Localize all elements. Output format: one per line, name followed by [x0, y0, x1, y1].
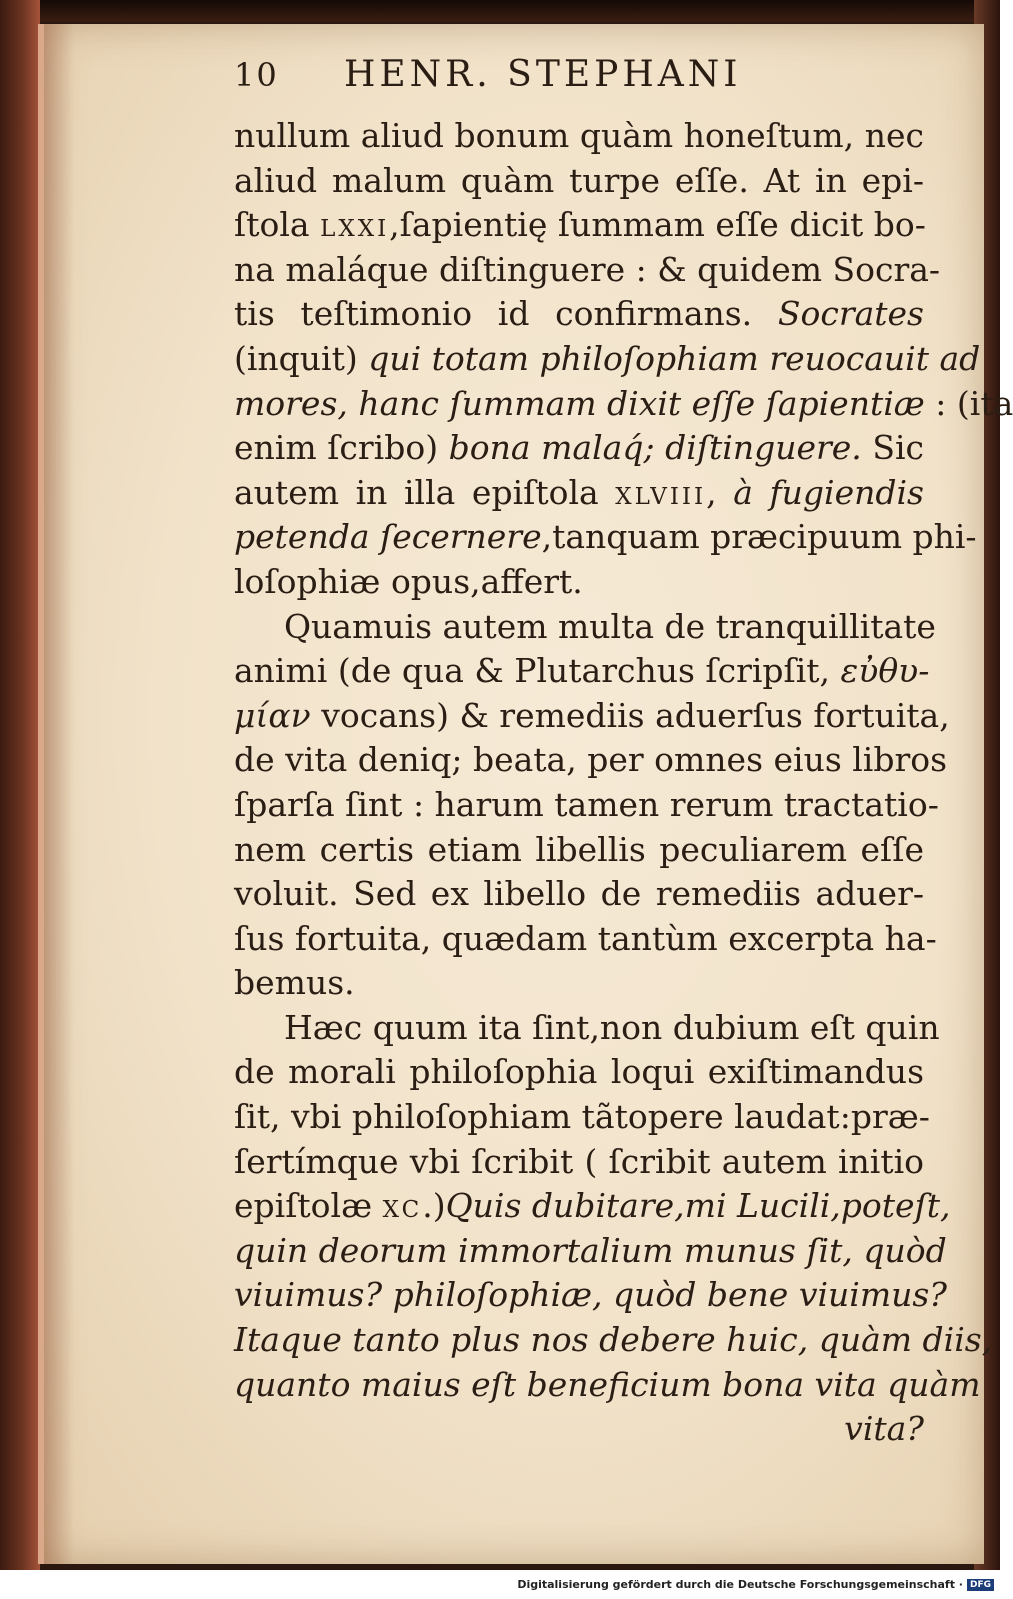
- page-number: 10: [234, 56, 279, 94]
- text-span: enim ſcribo): [234, 428, 449, 468]
- italic-span: Quis dubitare,mi Lucili,poteſt,: [445, 1186, 951, 1226]
- footer-credit: Digitalisierung gefördert durch die Deutsche Forschungsgemeinschaft ·: [517, 1578, 963, 1591]
- text-span: ſparſa ſint : harum tamen rerum tractatio-: [234, 784, 939, 824]
- text-line: [234, 1140, 924, 1185]
- text-span: ſit, vbi philoſophiam tãtopere laudat:præ-: [234, 1097, 930, 1137]
- italic-span: petenda ſecernere: [234, 517, 542, 557]
- text-block: [234, 54, 1013, 1452]
- text-span: (inquit): [234, 338, 369, 378]
- text-span: loſophiæ opus,affert.: [234, 561, 583, 601]
- text-span: : (ita: [924, 383, 1013, 423]
- book-cover-left-edge: [0, 0, 40, 1570]
- text-line: [234, 1273, 947, 1318]
- text-span: vocans) & remediis aduerſus fortuita,: [310, 695, 950, 735]
- text-span: nullum aliud bonum quàm honeſtum, nec: [234, 116, 924, 155]
- italic-span: viuimus? philoſophiæ, quòd bene viuimus?: [234, 1275, 947, 1315]
- text-line: [234, 337, 981, 382]
- text-span: Hæc quum ita ſint,non dubium eſt quin: [284, 1007, 940, 1047]
- text-line: [234, 292, 924, 337]
- italic-span: εὐθυ-: [840, 651, 930, 691]
- numeral-span: xc: [382, 1186, 423, 1226]
- text-line: [234, 248, 941, 293]
- text-span: ,tanquam præcipuum phi-: [541, 517, 977, 557]
- text-line: [234, 1184, 951, 1229]
- text-line: [234, 605, 936, 650]
- text-span: voluit. Sed ex libello de remediis aduer-: [234, 874, 924, 914]
- text-line: [234, 159, 924, 204]
- numeral-span: lxxi: [320, 205, 390, 245]
- text-span: ſertímque vbi ſcribit ( ſcribit autem initio: [234, 1141, 924, 1181]
- book-page: [38, 24, 1013, 1564]
- text-line: [234, 203, 924, 248]
- italic-span: Itaque tanto plus nos debere huic, quàm diis,: [234, 1320, 993, 1360]
- text-line: [234, 1407, 924, 1452]
- text-span: autem in illa epiſtola: [234, 472, 616, 512]
- italic-span: μίαν: [234, 695, 311, 735]
- text-span: de vita deniq; beata, per omnes eius libros: [234, 740, 948, 780]
- gutter-shadow: [44, 24, 74, 1564]
- text-line: [234, 114, 924, 159]
- text-line: [234, 738, 948, 783]
- italic-span: vita?: [844, 1409, 924, 1449]
- text-span: na maláque diſtinguere : & quidem Socra-: [234, 249, 941, 289]
- dfg-logo: DFG: [967, 1579, 994, 1591]
- text-span: ,ſapientię ſummam eſſe dicit bo-: [389, 205, 926, 245]
- text-span: de morali philoſophia loqui exiſtimandus: [234, 1052, 924, 1092]
- text-line: [234, 1006, 940, 1051]
- text-line: [234, 426, 924, 471]
- text-span: .): [422, 1186, 446, 1226]
- text-span: ſus fortuita, quædam tantùm excerpta ha-: [234, 918, 937, 958]
- text-line: [234, 515, 977, 560]
- text-span: Sic: [861, 428, 925, 468]
- body-text: [234, 114, 1013, 1452]
- text-span: tis teſtimonio id confirmans.: [234, 294, 778, 334]
- text-line: [234, 560, 924, 605]
- italic-span: quin deorum immortalium munus ſit, quòd: [234, 1230, 947, 1270]
- text-line: [234, 1095, 930, 1140]
- text-line: [234, 382, 1013, 427]
- italic-span: Socrates: [777, 294, 924, 334]
- text-line: [234, 828, 924, 873]
- text-span: aliud malum quàm turpe eſſe. At in epi-: [234, 160, 924, 200]
- text-span: bemus.: [234, 963, 355, 1003]
- text-line: [234, 917, 937, 962]
- text-line: [234, 872, 924, 917]
- text-line: [234, 961, 924, 1006]
- text-line: [234, 783, 939, 828]
- italic-span: quanto maius eſt beneficium bona vita quàm: [234, 1364, 981, 1404]
- text-line: [234, 1229, 947, 1274]
- italic-span: bona malaq́; diſtinguere.: [448, 428, 862, 468]
- text-line: [234, 1318, 993, 1363]
- text-span: animi (de qua & Plutarchus ſcripſit,: [234, 651, 841, 691]
- text-span: nem certis etiam libellis peculiarem eſſe: [234, 829, 924, 869]
- text-span: ,: [706, 472, 734, 512]
- italic-span: mores, hanc ſummam dixit eſſe ſapientiæ: [234, 383, 925, 423]
- text-span: epiſtolæ: [234, 1186, 383, 1226]
- text-span: ſtola: [234, 205, 321, 245]
- text-line: [234, 649, 930, 694]
- text-span: Quamuis autem multa de tranquillitate: [284, 606, 936, 646]
- text-line: [234, 1363, 981, 1408]
- italic-span: qui totam philoſophiam reuocauit ad: [368, 338, 981, 378]
- footer-bar: [0, 1570, 1000, 1599]
- text-line: [234, 1050, 924, 1095]
- running-title: HENR. STEPHANI: [344, 54, 742, 95]
- italic-span: à fugiendis: [733, 472, 924, 512]
- running-head: [234, 54, 924, 114]
- text-line: [234, 694, 950, 739]
- text-line: [234, 471, 924, 516]
- book-top-edge: [0, 0, 1000, 22]
- numeral-span: xlviii: [615, 472, 707, 512]
